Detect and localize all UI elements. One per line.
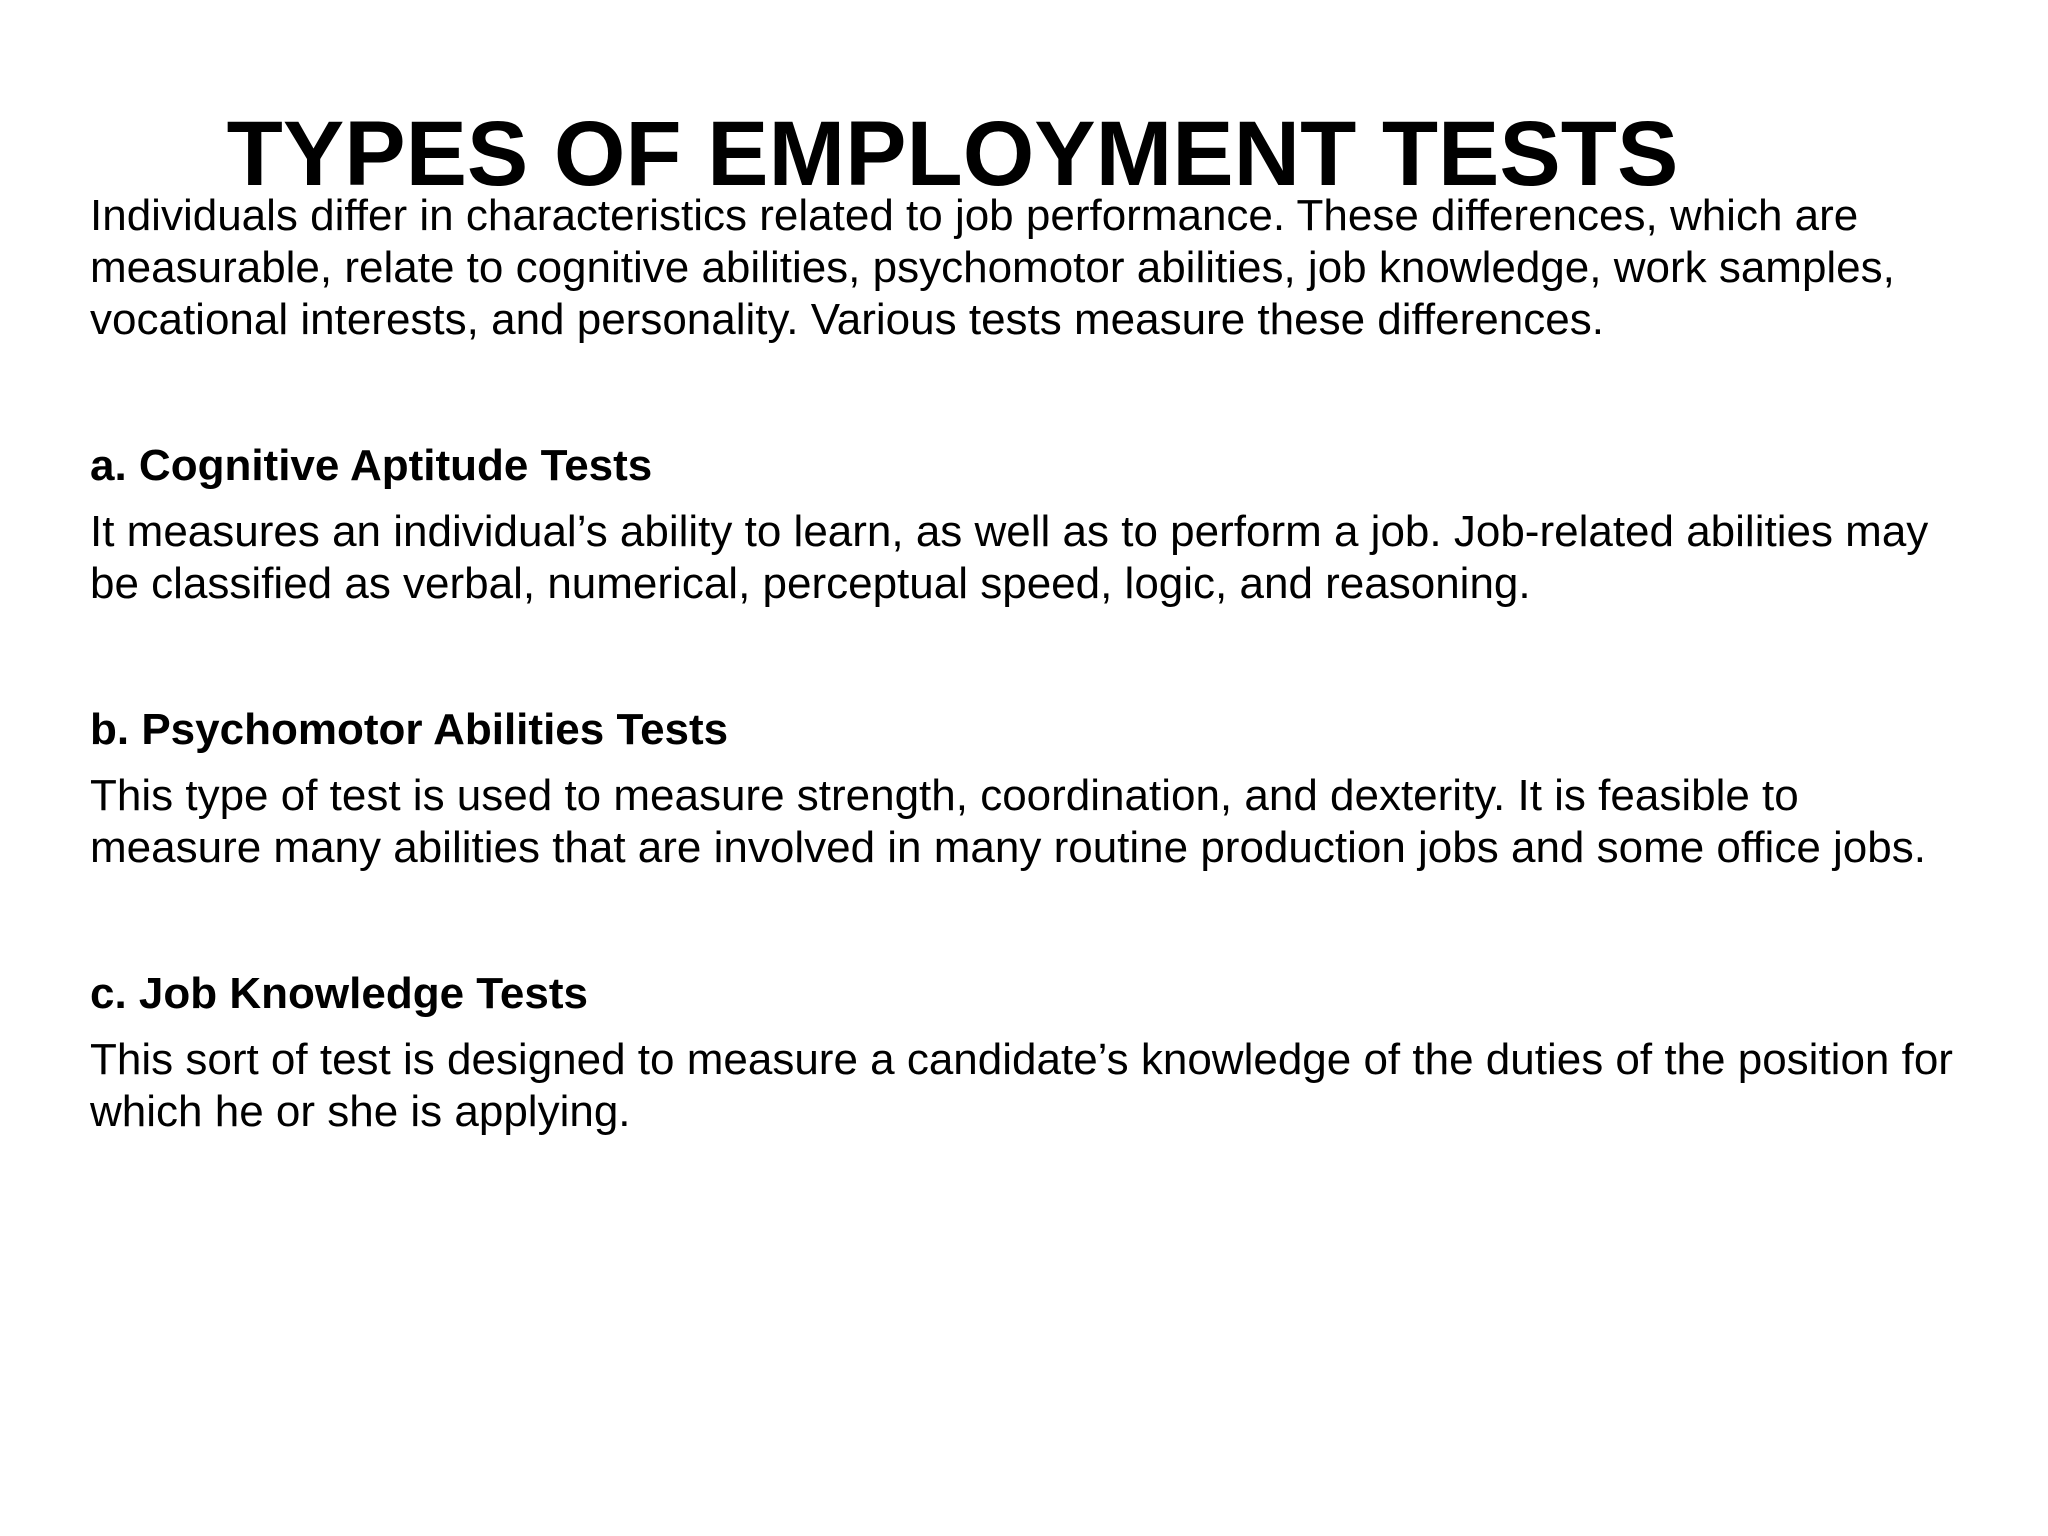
section-heading-cognitive: a. Cognitive Aptitude Tests — [90, 441, 653, 490]
spacer — [90, 610, 1970, 704]
section-body-psychomotor: This type of test is used to measure strength, coordination, and dexterity. It is feasible to measure many abilities that are involved in many routine production jobs and some office jobs. — [90, 771, 1926, 872]
slide-title: TYPES OF EMPLOYMENT TESTS — [226, 103, 1679, 205]
intro-paragraph: Individuals differ in characteristics related to job performance. These differences, which are measurable, relate to cognitive abilities, psychomotor abilities, job knowledge, work samples, vocational interests, and personality. Various tests measure these differences. — [90, 191, 1895, 344]
section-heading-job-knowledge: c. Job Knowledge Tests — [90, 969, 588, 1018]
spacer — [90, 874, 1970, 968]
section-heading-psychomotor: b. Psychomotor Abilities Tests — [90, 705, 729, 754]
section-body-job-knowledge: This sort of test is designed to measure a candidate’s knowledge of the duties of the position for which he or she is applying. — [90, 1035, 1953, 1136]
spacer — [90, 346, 1970, 440]
slide-content — [90, 190, 1970, 1138]
section-body-cognitive: It measures an individual’s ability to learn, as well as to perform a job. Job-related abilities may be classified as verbal, numerical, perceptual speed, logic, and reasoning. — [90, 507, 1929, 608]
